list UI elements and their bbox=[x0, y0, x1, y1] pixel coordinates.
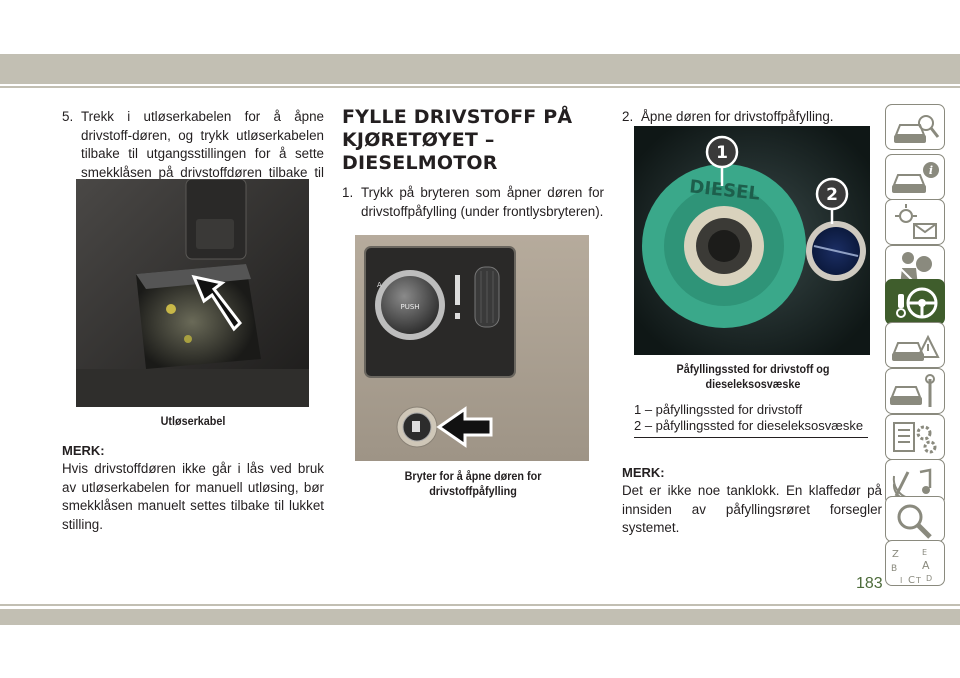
step-1 bbox=[342, 184, 604, 221]
page-number: 183 bbox=[856, 575, 883, 592]
steering-wheel-key-icon bbox=[886, 280, 946, 326]
note-text: Hvis drivstoffdøren ikke går i lås ved bruk av utløserkabelen for manuell utløsing, bør smekklåsen manuelt settes tilbake til lukket stilling. bbox=[62, 461, 324, 532]
svg-text:i: i bbox=[928, 164, 934, 177]
release-cable-caption: Utløserkabel bbox=[160, 414, 226, 428]
svg-text:Z: Z bbox=[892, 549, 899, 560]
note-heading: MERK: bbox=[62, 443, 105, 458]
note-heading: MERK: bbox=[622, 465, 665, 480]
step-number: 2. bbox=[622, 109, 634, 124]
filler-locations-caption bbox=[635, 362, 871, 392]
warning-lights-message-icon bbox=[886, 200, 946, 246]
svg-text:I: I bbox=[900, 576, 903, 585]
column-right bbox=[622, 108, 870, 127]
car-info-icon bbox=[886, 155, 946, 201]
tab-warning-lights[interactable] bbox=[885, 199, 945, 245]
callout-2: 2 bbox=[826, 185, 838, 205]
step-text: Åpne døren for drivstoffpåfylling. bbox=[641, 109, 834, 124]
caption-line-1: Påfyllingssted for drivstoff og bbox=[676, 362, 830, 376]
filler-locations-photo bbox=[634, 126, 870, 355]
step-number: 1. bbox=[342, 185, 354, 200]
specifications-gears-icon bbox=[886, 415, 946, 461]
switch-a-label: A bbox=[377, 281, 382, 289]
callout-1: 1 bbox=[716, 143, 728, 163]
fuel-door-switch-photo bbox=[355, 235, 589, 461]
heading-line-3: DIESELMOTOR bbox=[342, 152, 498, 174]
section-heading bbox=[342, 106, 604, 175]
header-band bbox=[0, 54, 960, 84]
column-middle bbox=[342, 106, 604, 221]
note-right bbox=[622, 464, 882, 538]
svg-text:D: D bbox=[926, 574, 933, 583]
footer-rule bbox=[0, 604, 960, 606]
caption-line-1: Bryter for å åpne døren for bbox=[404, 469, 542, 483]
caption-line-2: drivstoffpåfylling bbox=[429, 484, 517, 498]
tab-specifications[interactable] bbox=[885, 414, 945, 460]
svg-text:T: T bbox=[916, 576, 921, 585]
car-service-wrench-icon bbox=[886, 369, 946, 415]
tab-starting-operating[interactable] bbox=[885, 279, 945, 325]
car-search-icon bbox=[886, 105, 946, 151]
legend-rule bbox=[634, 437, 868, 438]
svg-text:E: E bbox=[922, 548, 928, 557]
legend-item-1: 1 – påfyllingssted for drivstoff bbox=[634, 402, 803, 417]
fuel-door-switch-caption bbox=[355, 469, 591, 499]
tab-car-search[interactable] bbox=[885, 104, 945, 150]
header-rule bbox=[0, 86, 960, 88]
step-number: 5. bbox=[62, 109, 74, 124]
tab-index-search[interactable] bbox=[885, 496, 945, 542]
note-left bbox=[62, 442, 324, 534]
switch-push-label: PUSH bbox=[400, 303, 420, 311]
footer-band bbox=[0, 609, 960, 625]
svg-text:C: C bbox=[908, 575, 915, 586]
caption-line-2: dieseleksosvæske bbox=[705, 377, 801, 391]
tab-servicing[interactable] bbox=[885, 368, 945, 414]
heading-line-2: KJØRETØYET – bbox=[342, 129, 495, 151]
figure-legend bbox=[634, 402, 874, 438]
heading-line-1: FYLLE DRIVSTOFF PÅ bbox=[342, 106, 573, 128]
release-cable-photo bbox=[76, 179, 309, 407]
svg-text:B: B bbox=[891, 564, 898, 574]
legend-item-2: 2 – påfyllingssted for dieseleksosvæske bbox=[634, 418, 864, 433]
tab-in-case-of-emergency[interactable] bbox=[885, 322, 945, 368]
index-alphabet-icon bbox=[886, 541, 946, 587]
step-2 bbox=[622, 108, 870, 127]
step-text: Trykk på bryteren som åpner døren for drivstoffpåfylling (under frontlysbryteren). bbox=[361, 185, 604, 219]
svg-text:A: A bbox=[922, 559, 930, 572]
tab-car-info[interactable] bbox=[885, 154, 945, 200]
car-hazard-icon bbox=[886, 323, 946, 369]
step-text: Trekk i utløserkabelen for å åpne drivstoff-døren, og trykk utløserkabelen tilbake til utgangsstillingen for å sette smekklåsen på drivstoffdøren tilbake til bbox=[81, 109, 324, 180]
search-magnifier-icon bbox=[886, 497, 946, 543]
note-text: Det er ikke noe tanklokk. En klaffedør på innsiden av påfyllingsrøret forsegler systemet. bbox=[622, 483, 882, 535]
diesel-label: DIESEL bbox=[688, 176, 761, 205]
tab-alphabetical-index[interactable] bbox=[885, 540, 945, 586]
